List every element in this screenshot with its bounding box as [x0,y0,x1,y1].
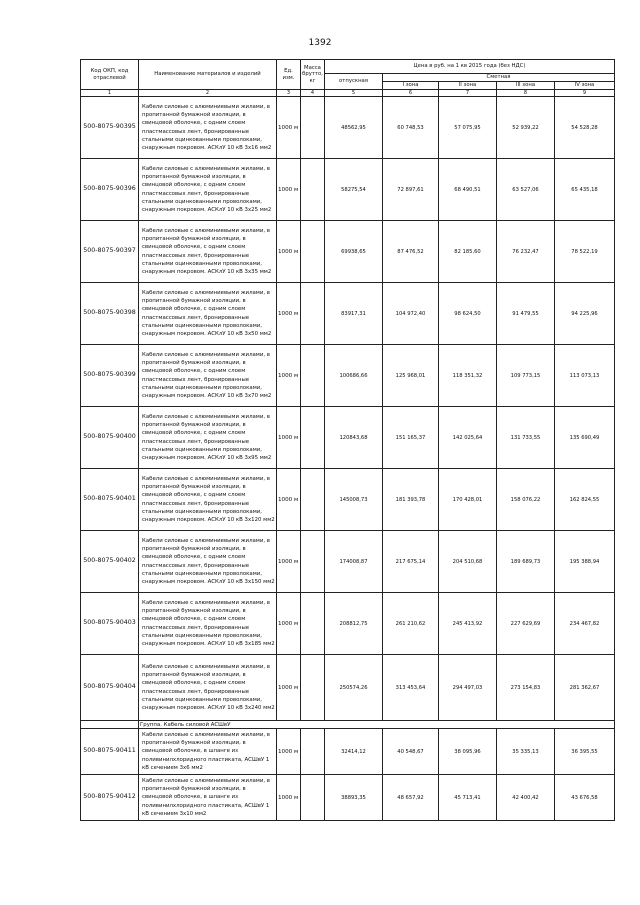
item-code: 500-8075-90401 [81,469,139,531]
zone1-price: 217 675,14 [383,531,439,593]
item-mass [301,655,325,721]
item-name: Кабели силовые с алюминиевыми жилами, в пропитанной бумажной изоляции, в свинцовой оболочке, с одним слоем пластмассовых лент, бронированные стальными оцинкованными проволоками, снаружным покровом. АСКлУ 10 кВ 3х16 мм2 [139,97,277,159]
zone2-price: 170 428,01 [439,469,497,531]
table-row [81,655,615,721]
item-code: 500-8075-90411 [81,729,139,775]
zone3-price: 227 629,69 [497,593,555,655]
price-table [80,59,615,821]
item-mass [301,531,325,593]
release-price: 48562,95 [325,97,383,159]
table-row [81,593,615,655]
release-price: 120843,68 [325,407,383,469]
zone4-price: 36 395,55 [555,729,615,775]
column-number: 1 [81,90,139,97]
zone1-price: 313 453,64 [383,655,439,721]
item-name: Кабели силовые с алюминиевыми жилами, в пропитанной бумажной изоляции, в свинцовой оболочке, в шланге из поливинилхлоридного пластиката, АСШвУ 1 кВ сечением 3х6 мм2 [139,729,277,775]
item-name: Кабели силовые с алюминиевыми жилами, в пропитанной бумажной изоляции, в свинцовой оболочке, с одним слоем пластмассовых лент, бронированные стальными оцинкованными проволоками, снаружным покровом. АСКлУ 10 кВ 3х120 мм2 [139,469,277,531]
zone1-price: 48 657,92 [383,775,439,821]
item-unit: 1000 м [277,655,301,721]
release-price: 69938,65 [325,221,383,283]
zone2-price: 98 624,50 [439,283,497,345]
column-number: 9 [555,90,615,97]
zone4-price: 54 528,28 [555,97,615,159]
item-code: 500-8075-90395 [81,97,139,159]
zone1-price: 87 476,52 [383,221,439,283]
header-release: отпускная [325,74,383,90]
page-number: 1392 [308,38,332,48]
release-price: 38893,35 [325,775,383,821]
column-number: 5 [325,90,383,97]
zone1-price: 261 210,62 [383,593,439,655]
item-unit: 1000 м [277,97,301,159]
item-code: 500-8075-90400 [81,407,139,469]
release-price: 174008,87 [325,531,383,593]
item-code: 500-8075-90403 [81,593,139,655]
zone2-price: 38 095,96 [439,729,497,775]
release-price: 100686,66 [325,345,383,407]
item-unit: 1000 м [277,345,301,407]
header-mass: Масса брутто, кг [301,60,325,90]
zone2-price: 294 497,03 [439,655,497,721]
item-mass [301,345,325,407]
table-row [81,531,615,593]
zone2-price: 68 490,51 [439,159,497,221]
header-name: Наименование материалов и изделий [139,60,277,90]
release-price: 32414,12 [325,729,383,775]
zone4-price: 135 690,49 [555,407,615,469]
item-code: 500-8075-90404 [81,655,139,721]
group-header-row [81,721,615,729]
column-number: 6 [383,90,439,97]
zone1-price: 40 548,67 [383,729,439,775]
item-mass [301,593,325,655]
zone4-price: 234 467,82 [555,593,615,655]
item-unit: 1000 м [277,159,301,221]
zone4-price: 113 073,13 [555,345,615,407]
group-section [81,721,615,729]
column-number: 8 [497,90,555,97]
zone3-price: 131 733,55 [497,407,555,469]
release-price: 83917,31 [325,283,383,345]
zone3-price: 63 527,06 [497,159,555,221]
zone2-price: 57 075,95 [439,97,497,159]
header-code: Код ОКП, код отраслевой [81,60,139,90]
item-mass [301,407,325,469]
header-unit: Ед. изм. [277,60,301,90]
release-price: 250574,26 [325,655,383,721]
zone3-price: 42 400,42 [497,775,555,821]
zone2-price: 245 413,92 [439,593,497,655]
header-zone3: III зона [497,82,555,90]
item-unit: 1000 м [277,283,301,345]
zone2-price: 45 713,41 [439,775,497,821]
column-number-row [81,90,615,97]
release-price: 58275,54 [325,159,383,221]
item-name: Кабели силовые с алюминиевыми жилами, в пропитанной бумажной изоляции, в свинцовой оболочке, с одним слоем пластмассовых лент, бронированные стальными оцинкованными проволоками, снаружным покровом. АСКлУ 10 кВ 3х25 мм2 [139,159,277,221]
item-mass [301,159,325,221]
item-mass [301,283,325,345]
zone4-price: 65 435,18 [555,159,615,221]
header-zone2: II зона [439,82,497,90]
zone4-price: 281 362,67 [555,655,615,721]
zone1-price: 60 748,53 [383,97,439,159]
item-code: 500-8075-90397 [81,221,139,283]
item-unit: 1000 м [277,469,301,531]
item-code: 500-8075-90398 [81,283,139,345]
item-code: 500-8075-90412 [81,775,139,821]
release-price: 208812,75 [325,593,383,655]
table-row [81,775,615,821]
item-name: Кабели силовые с алюминиевыми жилами, в пропитанной бумажной изоляции, в свинцовой оболочке, с одним слоем пластмассовых лент, бронированные стальными оцинкованными проволоками, снаружным покровом. АСКлУ 10 кВ 3х150 мм2 [139,531,277,593]
release-price: 145008,73 [325,469,383,531]
item-name: Кабели силовые с алюминиевыми жилами, в пропитанной бумажной изоляции, в свинцовой оболочке, в шланге из поливинилхлоридного пластиката, АСШвУ 1 кВ сечением 3х10 мм2 [139,775,277,821]
zone3-price: 109 773,15 [497,345,555,407]
table-row [81,407,615,469]
zone1-price: 72 897,61 [383,159,439,221]
item-unit: 1000 м [277,221,301,283]
zone3-price: 52 939,22 [497,97,555,159]
zone4-price: 43 676,58 [555,775,615,821]
zone3-price: 158 076,22 [497,469,555,531]
zone4-price: 195 388,94 [555,531,615,593]
zone1-price: 104 972,40 [383,283,439,345]
group-title: Группа. Кабель силовой АСШвУ [139,721,615,729]
item-name: Кабели силовые с алюминиевыми жилами, в пропитанной бумажной изоляции, в свинцовой оболочке, с одним слоем пластмассовых лент, бронированные стальными оцинкованными проволоками, снаружным покровом. АСКлУ 10 кВ 3х70 мм2 [139,345,277,407]
item-name: Кабели силовые с алюминиевыми жилами, в пропитанной бумажной изоляции, в свинцовой оболочке, с одним слоем пластмассовых лент, бронированные стальными оцинкованными проволоками, снаружным покровом. АСКлУ 10 кВ 3х95 мм2 [139,407,277,469]
table-row [81,469,615,531]
item-mass [301,469,325,531]
item-unit: 1000 м [277,531,301,593]
item-name: Кабели силовые с алюминиевыми жилами, в пропитанной бумажной изоляции, в свинцовой оболочке, с одним слоем пластмассовых лент, бронированные стальными оцинкованными проволоками, снаружным покровом. АСКлУ 10 кВ 3х240 мм2 [139,655,277,721]
item-code: 500-8075-90396 [81,159,139,221]
item-name: Кабели силовые с алюминиевыми жилами, в пропитанной бумажной изоляции, в свинцовой оболочке, с одним слоем пластмассовых лент, бронированные стальными оцинкованными проволоками, снаружным покровом. АСКлУ 10 кВ 3х50 мм2 [139,283,277,345]
zone1-price: 125 968,01 [383,345,439,407]
item-code: 500-8075-90399 [81,345,139,407]
header-zone1: I зона [383,82,439,90]
item-unit: 1000 м [277,407,301,469]
item-name: Кабели силовые с алюминиевыми жилами, в пропитанной бумажной изоляции, в свинцовой оболочке, с одним слоем пластмассовых лент, бронированные стальными оцинкованными проволоками, снаружным покровом. АСКлУ 10 кВ 3х35 мм2 [139,221,277,283]
table-row [81,221,615,283]
zone1-price: 151 165,37 [383,407,439,469]
group-rows [81,729,615,821]
zone3-price: 35 335,13 [497,729,555,775]
zone3-price: 76 232,47 [497,221,555,283]
column-number: 3 [277,90,301,97]
header-zone4: IV зона [555,82,615,90]
zone2-price: 142 025,64 [439,407,497,469]
zone4-price: 94 225,96 [555,283,615,345]
item-mass [301,775,325,821]
zone2-price: 82 185,60 [439,221,497,283]
zone3-price: 91 479,55 [497,283,555,345]
zone4-price: 78 522,19 [555,221,615,283]
item-mass [301,97,325,159]
zone2-price: 118 351,32 [439,345,497,407]
item-unit: 1000 м [277,729,301,775]
zone3-price: 189 689,73 [497,531,555,593]
item-name: Кабели силовые с алюминиевыми жилами, в пропитанной бумажной изоляции, в свинцовой оболочке, с одним слоем пластмассовых лент, бронированные стальными оцинкованными проволоками, снаружным покровом. АСКлУ 10 кВ 3х185 мм2 [139,593,277,655]
item-unit: 1000 м [277,593,301,655]
header-estimate: Сметная [383,74,615,82]
item-code: 500-8075-90402 [81,531,139,593]
zone3-price: 273 154,83 [497,655,555,721]
table-row [81,283,615,345]
item-mass [301,729,325,775]
zone2-price: 204 510,68 [439,531,497,593]
table-row [81,729,615,775]
item-unit: 1000 м [277,775,301,821]
column-number: 4 [301,90,325,97]
column-number: 2 [139,90,277,97]
main-rows [81,97,615,721]
item-mass [301,221,325,283]
zone4-price: 162 824,55 [555,469,615,531]
column-number: 7 [439,90,497,97]
table-row [81,345,615,407]
header-price-group: Цена в руб. на 1 кв 2015 года (без НДС) [325,60,615,74]
table-row [81,159,615,221]
zone1-price: 181 393,78 [383,469,439,531]
table-row [81,97,615,159]
